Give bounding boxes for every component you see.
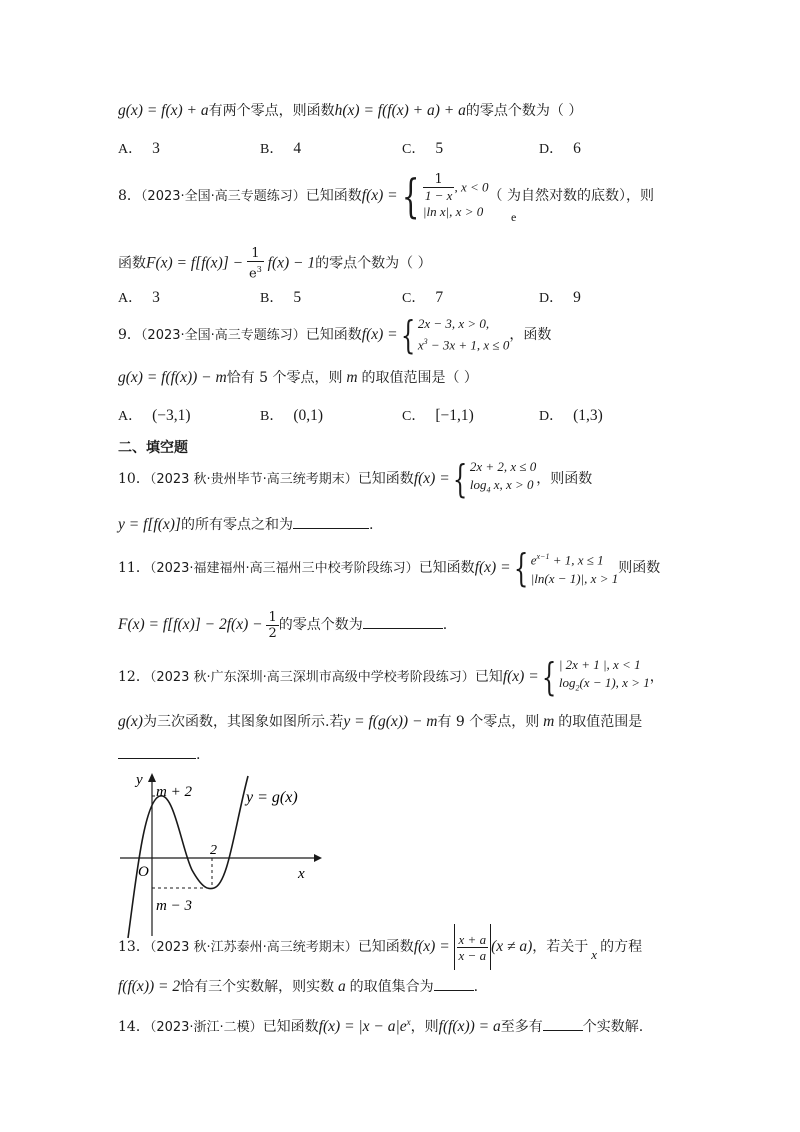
q10-number: 10． (118, 471, 150, 487)
q9-line1 (118, 312, 551, 359)
q9-options (118, 405, 718, 425)
q10-after: ，则函数 (536, 471, 593, 487)
q11-frac: $\frac{1}{2}$ (268, 609, 277, 641)
q13-line2-tail: 的取值集合为 (349, 979, 434, 995)
q14-source: （2023·浙江·二模） (149, 1020, 263, 1036)
q14-number: 14． (118, 1019, 150, 1036)
q9-number: 9． (118, 327, 141, 343)
q8-option-c[interactable]: C． 7 (402, 289, 444, 306)
x-axis-label: x (298, 866, 305, 882)
q10-end: . (368, 517, 374, 533)
q10-brace: { (452, 457, 468, 501)
q7-option-c[interactable]: C． 5 (402, 140, 444, 157)
q11-after: 则函数 (618, 560, 661, 576)
q11-number: 11． (118, 560, 150, 576)
q10-formula-y: y = f[f(x)] (118, 516, 181, 533)
q7-formula-g: g(x) = f(x) + a (118, 102, 209, 119)
q13-line2-mid: 恰有三个实数解，则实数 (180, 979, 335, 995)
q10-line1 (118, 456, 592, 503)
min-label: m − 3 (156, 898, 192, 914)
q10-source: （2023 秋·贵州毕节·高三统考期末） (149, 472, 358, 487)
q12-source: （2023 秋·广东深圳·高三深圳市高级中学校考阶段练习） (149, 670, 475, 685)
q12-end: . (196, 747, 201, 763)
q7-stem: 有两个零点，则函数 (208, 103, 335, 119)
q12-brace: { (541, 655, 557, 699)
q9-formula-g: g(x) = f(f(x)) − m (118, 369, 227, 386)
q8-e-var: e (511, 210, 517, 224)
q10-fx: f(x) = (413, 470, 450, 487)
q8-lead: 已知函数 (305, 188, 362, 204)
q11-cases: $e^{x-1} + 1$, x ≤ 1 |ln(x − 1)|, x > 1 (530, 552, 619, 586)
y-axis-label: y (136, 772, 143, 788)
q13-after: 的方程 (600, 939, 643, 955)
q12-after: ， (649, 669, 664, 685)
q9-line2-tail: 的取值范围是（ ） (361, 370, 478, 386)
q8-fx: f(x) = (361, 187, 398, 204)
q13-source: （2023 秋·江苏泰州·高三统考期末） (149, 940, 358, 955)
q11-brace: { (513, 546, 528, 590)
q9-option-d[interactable]: D． (1,3) (539, 407, 603, 424)
q14-tail: 个实数解. (582, 1019, 644, 1036)
q14-after: 至多有 (500, 1019, 543, 1036)
q8-line1 (118, 168, 654, 225)
q10-lead: 已知函数 (357, 471, 414, 487)
q12-formula-y: y = f(g(x)) − m (343, 713, 438, 730)
q8-option-a[interactable]: A． 3 (118, 289, 160, 306)
q10-answer-blank[interactable] (293, 514, 369, 529)
q7-tail: 的零点个数为（ ） (465, 103, 583, 119)
y-axis-arrow (148, 773, 156, 782)
q13-var-x: x (591, 947, 598, 962)
q12-gx: g(x) (118, 713, 143, 730)
q12-cases: | 2x + 1 |, x < 1 $\log_2(x - 1)$, x > 1 (558, 657, 650, 693)
q9-option-a[interactable]: A． (−3,1) (118, 407, 191, 424)
q8-option-b[interactable]: B． 5 (260, 289, 302, 306)
q14-fx: $f(x) = |x - a|e^x$ (318, 1017, 411, 1036)
q12-number: 12． (118, 669, 150, 685)
q8-formula-F: F(x) = f[f(x)] − (146, 254, 247, 272)
q8-note: （ 为自然对数的底数），则 (488, 188, 654, 204)
q7-option-d[interactable]: D． 6 (539, 140, 581, 157)
q8-brace: { (401, 169, 420, 223)
q7-option-a[interactable]: A． 3 (118, 140, 160, 157)
max-label: m + 2 (156, 784, 192, 800)
q9-source: （2023·全国·高三专题练习） (140, 328, 306, 343)
q12-line2: g(x)为三次函数，其图象如图所示.若y = f(g(x)) − m有 9 个零点，则 m 的取值范围是 (118, 713, 643, 730)
x-axis-arrow (314, 854, 322, 862)
q11-formula-F: F(x) = f[f(x)] − 2f(x) − (118, 616, 267, 633)
q7-options (118, 138, 718, 158)
q12-line1 (118, 654, 664, 701)
q9-cases: 2x − 3, x > 0, $x^3 - 3x + 1$, x ≤ 0 (417, 316, 510, 353)
q8-frac: $\frac{1}{e^3}$ (248, 246, 262, 282)
q11-end: . (442, 617, 448, 633)
x-tick-label: 2 (210, 843, 217, 858)
q12-answer-blank[interactable] (118, 744, 196, 759)
q11-fx: f(x) = (474, 559, 511, 576)
q13-cond: ，若关于 (532, 939, 589, 955)
q14-answer-blank[interactable] (543, 1016, 583, 1031)
q8-line2-lead: 函数 (118, 255, 146, 272)
q9-option-b[interactable]: B． (0,1) (260, 407, 324, 424)
origin-label: O (138, 864, 149, 880)
q13-frac: $\frac{x + a}{x - a}$ (458, 931, 487, 963)
q13-number: 13． (118, 939, 150, 955)
q13-answer-blank[interactable] (434, 976, 474, 991)
section-heading: 二、填空题 (118, 440, 188, 456)
q9-after: ，函数 (509, 327, 552, 343)
q12-lead: 已知 (474, 669, 503, 685)
q11-line2-tail: 的零点个数为 (278, 617, 363, 633)
q9-lead: 已知函数 (305, 327, 362, 343)
q12-line3 (118, 744, 200, 765)
q13-formula: f(f(x)) = 2 (118, 978, 181, 995)
q8-line2-tail: 的零点个数为（ ） (315, 255, 432, 272)
q11-line2 (118, 608, 447, 642)
q11-answer-blank[interactable] (363, 614, 443, 629)
q10-line2 (118, 514, 373, 535)
q13-line2: f(f(x)) = 2恰有三个实数解，则实数 a 的取值集合为 . (118, 978, 479, 995)
q14-mid: ，则 (410, 1019, 439, 1036)
q9-brace: { (400, 313, 415, 357)
q8-number: 8． (118, 188, 141, 204)
q11-source: （2023·福建福州·高三福州三中校考阶段练习） (149, 561, 419, 576)
q9-line2-mid: 恰有 5 个零点，则 (226, 370, 343, 386)
q14-formula: f(f(x)) = a (438, 1018, 501, 1036)
q8-source: （2023·全国·高三专题练习） (140, 189, 306, 204)
q12-fx: f(x) = (502, 668, 539, 685)
q11-line1 (118, 545, 660, 592)
q8-line2: 函数F(x) = f[f(x)] − $\frac{1}{e^3}$ f(x) − 1的零点个数为（ ） (118, 246, 432, 282)
q9-option-c[interactable]: C． [−1,1) (402, 407, 474, 424)
q8-options (118, 287, 718, 307)
q14-line (118, 1012, 643, 1038)
q11-lead: 已知函数 (418, 560, 475, 576)
q8-option-d[interactable]: D． 9 (539, 289, 581, 306)
q12-line2-b: 有 9 个零点，则 (437, 714, 540, 730)
q9-line2: g(x) = f(f(x)) − m恰有 5 个零点，则 m 的取值范围是（ ） (118, 369, 478, 386)
q12-line2-a: 为三次函数，其图象如图所示.若 (142, 714, 344, 730)
q7-stem-line (118, 101, 582, 121)
q7-formula-h: h(x) = f(f(x) + a) + a (334, 102, 466, 119)
q10-cases: 2x + 2, x ≤ 0 $\log_4 x$, x > 0 (469, 459, 537, 495)
curve-label: y = g(x) (246, 789, 298, 806)
q13-lead: 已知函数 (357, 939, 414, 955)
q13-end: . (473, 979, 479, 995)
q8-cases: $\frac{1}{1 - x}$ , x < 0 |ln x|, x > 0 (422, 171, 489, 219)
q9-fx: f(x) = (361, 326, 398, 343)
graph-g-x (116, 770, 326, 940)
q10-line2-tail: 的所有零点之和为 (180, 517, 293, 533)
q7-option-b[interactable]: B． 4 (260, 140, 302, 157)
q12-line2-c: 的取值范围是 (558, 714, 643, 730)
q13-fx: f(x) = (413, 938, 454, 955)
q14-lead: 已知函数 (262, 1019, 319, 1036)
q13-line1: 13．（2023 秋·江苏泰州·高三统考期末）已知函数f(x) = $\frac{x + a}{x - a}$ (x ≠ a)，若关于 x 的方程 (118, 924, 642, 971)
